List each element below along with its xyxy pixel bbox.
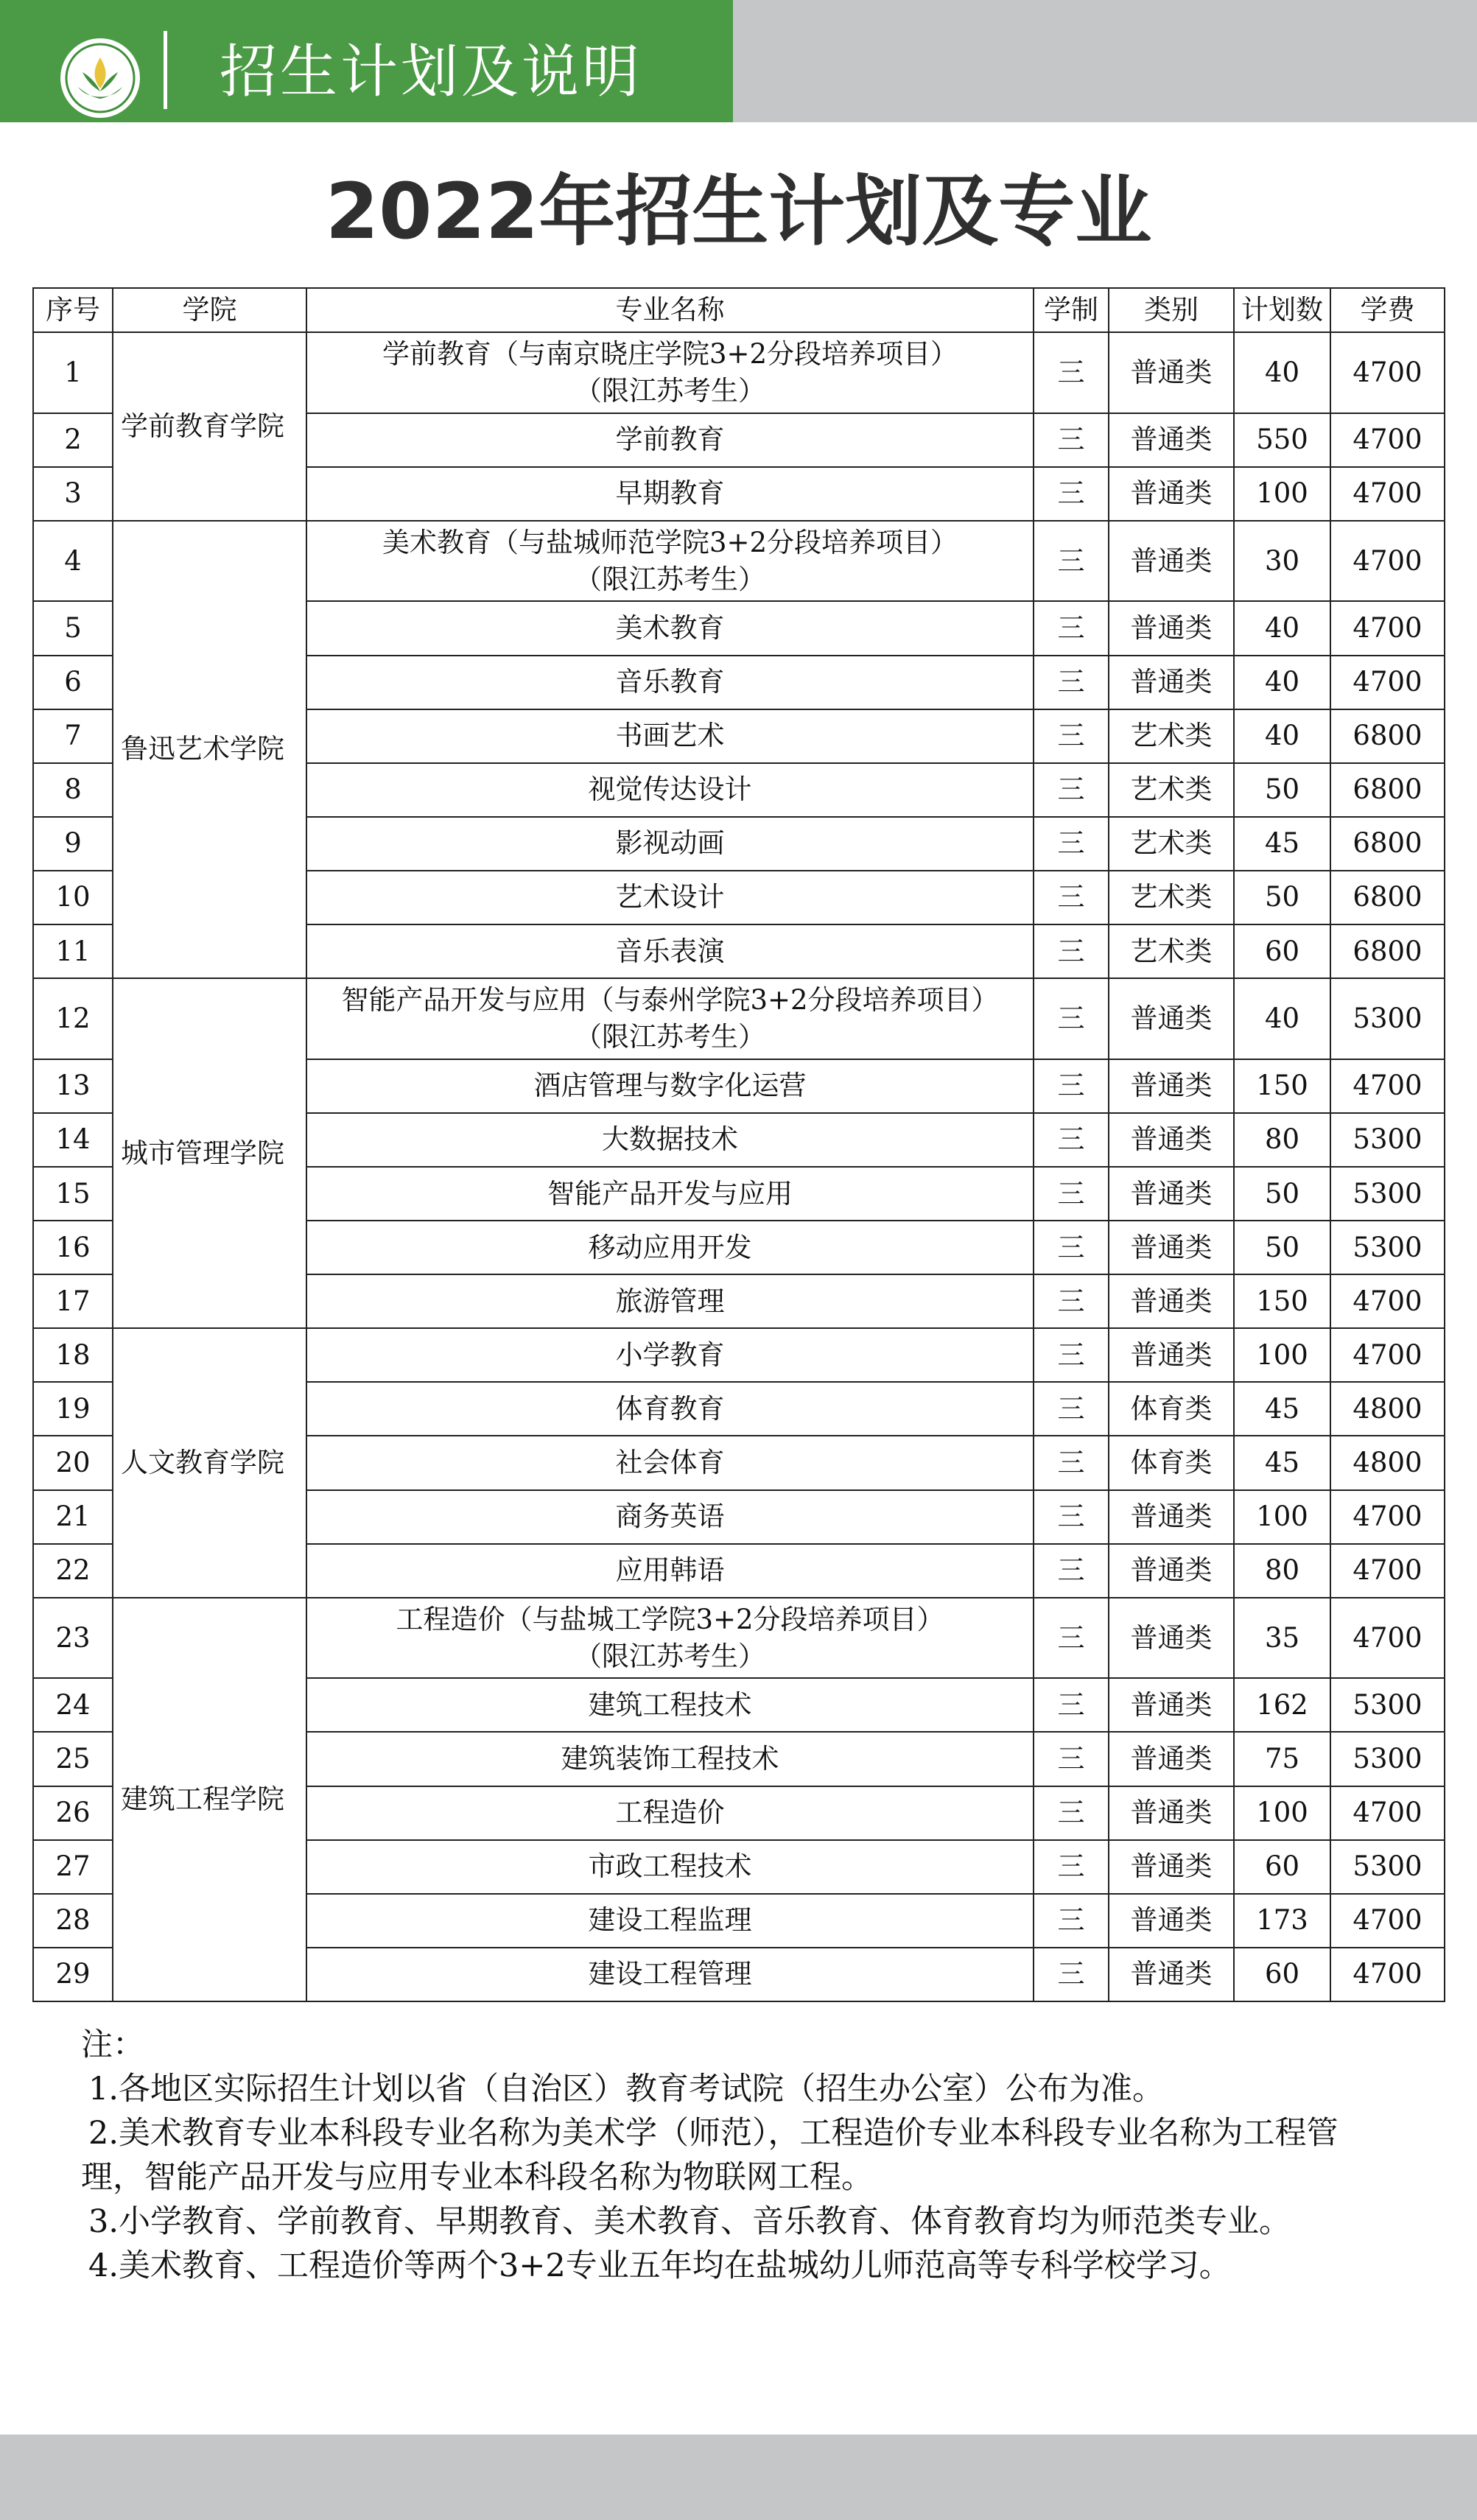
notes-list xyxy=(81,2067,1392,2288)
tuition-cell: 5300 xyxy=(1330,1732,1445,1786)
category-cell: 普通类 xyxy=(1109,1059,1234,1113)
major-name-cell: 美术教育 xyxy=(306,601,1034,655)
row-number-cell: 10 xyxy=(33,871,113,924)
major-name-cell: 旅游管理 xyxy=(306,1274,1034,1328)
duration-cell: 三 xyxy=(1034,1328,1109,1382)
major-name-cell: 艺术设计 xyxy=(306,871,1034,924)
tuition-cell: 4700 xyxy=(1330,1490,1445,1544)
column-header: 序号 xyxy=(33,288,113,332)
category-cell: 体育类 xyxy=(1109,1382,1234,1436)
major-name-cell: 应用韩语 xyxy=(306,1544,1034,1598)
notes-heading: 注： xyxy=(81,2026,144,2063)
major-name-cell: 建设工程管理 xyxy=(306,1948,1034,2001)
plan-count-cell: 40 xyxy=(1234,656,1330,709)
major-restriction-line: （限江苏考生） xyxy=(575,1640,765,1672)
major-name-cell: 酒店管理与数字化运营 xyxy=(306,1059,1034,1113)
column-header: 学费 xyxy=(1330,288,1445,332)
tuition-cell: 4700 xyxy=(1330,1059,1445,1113)
row-number-cell: 4 xyxy=(33,521,113,602)
banner-title: 招生计划及说明 xyxy=(220,39,643,105)
tuition-cell: 4800 xyxy=(1330,1382,1445,1436)
major-name-cell: 建筑装饰工程技术 xyxy=(306,1732,1034,1786)
major-name-cell xyxy=(306,521,1034,602)
major-name-cell: 学前教育 xyxy=(306,413,1034,467)
major-name-cell: 工程造价 xyxy=(306,1786,1034,1840)
major-name-cell: 建设工程监理 xyxy=(306,1894,1034,1948)
major-name-line: 智能产品开发与应用（与泰州学院3+2分段培养项目） xyxy=(341,983,999,1016)
row-number-cell: 15 xyxy=(33,1167,113,1221)
category-cell: 普通类 xyxy=(1109,1544,1234,1598)
plan-count-cell: 100 xyxy=(1234,467,1330,521)
tuition-cell: 4700 xyxy=(1330,656,1445,709)
tuition-cell: 6800 xyxy=(1330,924,1445,978)
plan-count-cell: 80 xyxy=(1234,1113,1330,1167)
category-cell: 普通类 xyxy=(1109,467,1234,521)
college-cell: 城市管理学院 xyxy=(113,978,306,1328)
major-name-cell: 大数据技术 xyxy=(306,1113,1034,1167)
duration-cell: 三 xyxy=(1034,1678,1109,1732)
tuition-cell: 5300 xyxy=(1330,1840,1445,1894)
duration-cell: 三 xyxy=(1034,1598,1109,1679)
major-name-cell: 市政工程技术 xyxy=(306,1840,1034,1894)
major-restriction-line: （限江苏考生） xyxy=(575,374,765,407)
plan-count-cell: 40 xyxy=(1234,601,1330,655)
plan-count-cell: 50 xyxy=(1234,1167,1330,1221)
major-restriction-line: （限江苏考生） xyxy=(575,1020,765,1053)
notes-section xyxy=(81,2023,1392,2288)
tuition-cell: 4800 xyxy=(1330,1436,1445,1489)
category-cell: 普通类 xyxy=(1109,1328,1234,1382)
college-cell: 鲁迅艺术学院 xyxy=(113,521,306,978)
tuition-cell: 4700 xyxy=(1330,1274,1445,1328)
row-number-cell: 23 xyxy=(33,1598,113,1679)
top-banner xyxy=(0,0,1477,122)
major-name-cell: 视觉传达设计 xyxy=(306,763,1034,817)
note-item: 4.美术教育、工程造价等两个3+2专业五年均在盐城幼儿师范高等专科学校学习。 xyxy=(88,2247,1231,2284)
duration-cell: 三 xyxy=(1034,1382,1109,1436)
row-number-cell: 16 xyxy=(33,1221,113,1274)
tuition-cell: 5300 xyxy=(1330,1167,1445,1221)
plan-count-cell: 100 xyxy=(1234,1490,1330,1544)
row-number-cell: 19 xyxy=(33,1382,113,1436)
banner-divider xyxy=(164,31,167,109)
major-name-cell: 移动应用开发 xyxy=(306,1221,1034,1274)
category-cell: 普通类 xyxy=(1109,521,1234,602)
duration-cell: 三 xyxy=(1034,978,1109,1059)
school-emblem-icon xyxy=(57,35,143,121)
plan-count-cell: 45 xyxy=(1234,1382,1330,1436)
page-title: 2022年招生计划及专业 xyxy=(325,166,1152,256)
tuition-cell: 6800 xyxy=(1330,871,1445,924)
plan-count-cell: 50 xyxy=(1234,763,1330,817)
category-cell: 普通类 xyxy=(1109,1948,1234,2001)
category-cell: 艺术类 xyxy=(1109,709,1234,763)
college-cell: 人文教育学院 xyxy=(113,1328,306,1597)
major-name-cell: 早期教育 xyxy=(306,467,1034,521)
category-cell: 普通类 xyxy=(1109,1221,1234,1274)
duration-cell: 三 xyxy=(1034,709,1109,763)
table-row xyxy=(33,1598,1445,1679)
row-number-cell: 5 xyxy=(33,601,113,655)
column-header: 专业名称 xyxy=(306,288,1034,332)
duration-cell: 三 xyxy=(1034,1786,1109,1840)
table-row xyxy=(33,521,1445,602)
enrollment-plan-table xyxy=(32,287,1445,2002)
plan-count-cell: 50 xyxy=(1234,1221,1330,1274)
duration-cell: 三 xyxy=(1034,763,1109,817)
tuition-cell: 4700 xyxy=(1330,1948,1445,2001)
major-name-cell xyxy=(306,1598,1034,1679)
duration-cell: 三 xyxy=(1034,1948,1109,2001)
plan-count-cell: 40 xyxy=(1234,978,1330,1059)
major-name-cell: 书画艺术 xyxy=(306,709,1034,763)
category-cell: 普通类 xyxy=(1109,1490,1234,1544)
duration-cell: 三 xyxy=(1034,1544,1109,1598)
major-name-line: 工程造价（与盐城工学院3+2分段培养项目） xyxy=(396,1603,944,1635)
row-number-cell: 17 xyxy=(33,1274,113,1328)
tuition-cell: 5300 xyxy=(1330,1678,1445,1732)
major-name-cell: 小学教育 xyxy=(306,1328,1034,1382)
row-number-cell: 18 xyxy=(33,1328,113,1382)
row-number-cell: 14 xyxy=(33,1113,113,1167)
major-name-cell: 社会体育 xyxy=(306,1436,1034,1489)
plan-count-cell: 150 xyxy=(1234,1059,1330,1113)
row-number-cell: 28 xyxy=(33,1894,113,1948)
row-number-cell: 12 xyxy=(33,978,113,1059)
bottom-banner xyxy=(0,2435,1477,2520)
major-name-line: 学前教育（与南京晓庄学院3+2分段培养项目） xyxy=(382,337,958,370)
category-cell: 普通类 xyxy=(1109,601,1234,655)
note-item: 2.美术教育专业本科段专业名称为美术学（师范），工程造价专业本科段专业名称为工程管理，智能产品开发与应用专业本科段名称为物联网工程。 xyxy=(81,2115,1339,2196)
plan-count-cell: 150 xyxy=(1234,1274,1330,1328)
duration-cell: 三 xyxy=(1034,871,1109,924)
plan-count-cell: 35 xyxy=(1234,1598,1330,1679)
category-cell: 艺术类 xyxy=(1109,763,1234,817)
plan-count-cell: 80 xyxy=(1234,1544,1330,1598)
category-cell: 普通类 xyxy=(1109,1167,1234,1221)
column-header: 类别 xyxy=(1109,288,1234,332)
category-cell: 普通类 xyxy=(1109,1113,1234,1167)
plan-count-cell: 45 xyxy=(1234,817,1330,871)
row-number-cell: 1 xyxy=(33,332,113,413)
row-number-cell: 25 xyxy=(33,1732,113,1786)
duration-cell: 三 xyxy=(1034,413,1109,467)
category-cell: 艺术类 xyxy=(1109,817,1234,871)
row-number-cell: 27 xyxy=(33,1840,113,1894)
duration-cell: 三 xyxy=(1034,1436,1109,1489)
column-header: 学制 xyxy=(1034,288,1109,332)
row-number-cell: 9 xyxy=(33,817,113,871)
plan-count-cell: 100 xyxy=(1234,1786,1330,1840)
tuition-cell: 4700 xyxy=(1330,1786,1445,1840)
plan-count-cell: 162 xyxy=(1234,1678,1330,1732)
category-cell: 普通类 xyxy=(1109,656,1234,709)
category-cell: 普通类 xyxy=(1109,332,1234,413)
tuition-cell: 4700 xyxy=(1330,1328,1445,1382)
row-number-cell: 13 xyxy=(33,1059,113,1113)
note-item: 1.各地区实际招生计划以省（自治区）教育考试院（招生办公室）公布为准。 xyxy=(88,2071,1165,2107)
tuition-cell: 4700 xyxy=(1330,521,1445,602)
major-restriction-line: （限江苏考生） xyxy=(575,563,765,595)
tuition-cell: 4700 xyxy=(1330,1544,1445,1598)
category-cell: 普通类 xyxy=(1109,1678,1234,1732)
duration-cell: 三 xyxy=(1034,1059,1109,1113)
plan-count-cell: 75 xyxy=(1234,1732,1330,1786)
row-number-cell: 6 xyxy=(33,656,113,709)
major-name-line: 美术教育（与盐城师范学院3+2分段培养项目） xyxy=(382,526,958,558)
row-number-cell: 21 xyxy=(33,1490,113,1544)
major-name-cell: 影视动画 xyxy=(306,817,1034,871)
row-number-cell: 8 xyxy=(33,763,113,817)
major-name-cell: 建筑工程技术 xyxy=(306,1678,1034,1732)
category-cell: 普通类 xyxy=(1109,1274,1234,1328)
college-cell: 学前教育学院 xyxy=(113,332,306,521)
tuition-cell: 4700 xyxy=(1330,332,1445,413)
table-header-row xyxy=(33,288,1445,332)
plan-count-cell: 550 xyxy=(1234,413,1330,467)
tuition-cell: 6800 xyxy=(1330,709,1445,763)
row-number-cell: 20 xyxy=(33,1436,113,1489)
row-number-cell: 26 xyxy=(33,1786,113,1840)
major-name-cell: 音乐教育 xyxy=(306,656,1034,709)
duration-cell: 三 xyxy=(1034,332,1109,413)
category-cell: 普通类 xyxy=(1109,1786,1234,1840)
plan-count-cell: 30 xyxy=(1234,521,1330,602)
duration-cell: 三 xyxy=(1034,601,1109,655)
row-number-cell: 29 xyxy=(33,1948,113,2001)
tuition-cell: 5300 xyxy=(1330,978,1445,1059)
major-name-cell xyxy=(306,332,1034,413)
major-name-cell xyxy=(306,978,1034,1059)
plan-count-cell: 50 xyxy=(1234,871,1330,924)
category-cell: 普通类 xyxy=(1109,1840,1234,1894)
major-name-cell: 音乐表演 xyxy=(306,924,1034,978)
tuition-cell: 4700 xyxy=(1330,413,1445,467)
category-cell: 普通类 xyxy=(1109,1894,1234,1948)
row-number-cell: 2 xyxy=(33,413,113,467)
table-row xyxy=(33,978,1445,1059)
category-cell: 艺术类 xyxy=(1109,871,1234,924)
plan-count-cell: 60 xyxy=(1234,924,1330,978)
banner-green-block xyxy=(0,0,733,122)
note-item: 3.小学教育、学前教育、早期教育、美术教育、音乐教育、体育教育均为师范类专业。 xyxy=(88,2203,1291,2240)
table-row xyxy=(33,332,1445,413)
plan-count-cell: 173 xyxy=(1234,1894,1330,1948)
duration-cell: 三 xyxy=(1034,656,1109,709)
category-cell: 艺术类 xyxy=(1109,924,1234,978)
category-cell: 普通类 xyxy=(1109,413,1234,467)
duration-cell: 三 xyxy=(1034,1732,1109,1786)
column-header: 学院 xyxy=(113,288,306,332)
row-number-cell: 24 xyxy=(33,1678,113,1732)
table-row xyxy=(33,1328,1445,1382)
duration-cell: 三 xyxy=(1034,1840,1109,1894)
duration-cell: 三 xyxy=(1034,1490,1109,1544)
tuition-cell: 5300 xyxy=(1330,1113,1445,1167)
tuition-cell: 4700 xyxy=(1330,601,1445,655)
plan-count-cell: 40 xyxy=(1234,709,1330,763)
duration-cell: 三 xyxy=(1034,1894,1109,1948)
row-number-cell: 11 xyxy=(33,924,113,978)
tuition-cell: 5300 xyxy=(1330,1221,1445,1274)
category-cell: 普通类 xyxy=(1109,1732,1234,1786)
plan-count-cell: 45 xyxy=(1234,1436,1330,1489)
tuition-cell: 6800 xyxy=(1330,817,1445,871)
major-name-cell: 体育教育 xyxy=(306,1382,1034,1436)
row-number-cell: 7 xyxy=(33,709,113,763)
duration-cell: 三 xyxy=(1034,521,1109,602)
tuition-cell: 4700 xyxy=(1330,467,1445,521)
plan-count-cell: 100 xyxy=(1234,1328,1330,1382)
plan-count-cell: 60 xyxy=(1234,1840,1330,1894)
plan-count-cell: 40 xyxy=(1234,332,1330,413)
tuition-cell: 4700 xyxy=(1330,1598,1445,1679)
category-cell: 普通类 xyxy=(1109,978,1234,1059)
row-number-cell: 3 xyxy=(33,467,113,521)
major-name-cell: 商务英语 xyxy=(306,1490,1034,1544)
duration-cell: 三 xyxy=(1034,467,1109,521)
major-name-cell: 智能产品开发与应用 xyxy=(306,1167,1034,1221)
college-cell: 建筑工程学院 xyxy=(113,1598,306,2001)
duration-cell: 三 xyxy=(1034,1274,1109,1328)
duration-cell: 三 xyxy=(1034,1221,1109,1274)
duration-cell: 三 xyxy=(1034,1113,1109,1167)
plan-count-cell: 60 xyxy=(1234,1948,1330,2001)
column-header: 计划数 xyxy=(1234,288,1330,332)
tuition-cell: 4700 xyxy=(1330,1894,1445,1948)
duration-cell: 三 xyxy=(1034,1167,1109,1221)
duration-cell: 三 xyxy=(1034,817,1109,871)
duration-cell: 三 xyxy=(1034,924,1109,978)
category-cell: 体育类 xyxy=(1109,1436,1234,1489)
tuition-cell: 6800 xyxy=(1330,763,1445,817)
row-number-cell: 22 xyxy=(33,1544,113,1598)
category-cell: 普通类 xyxy=(1109,1598,1234,1679)
